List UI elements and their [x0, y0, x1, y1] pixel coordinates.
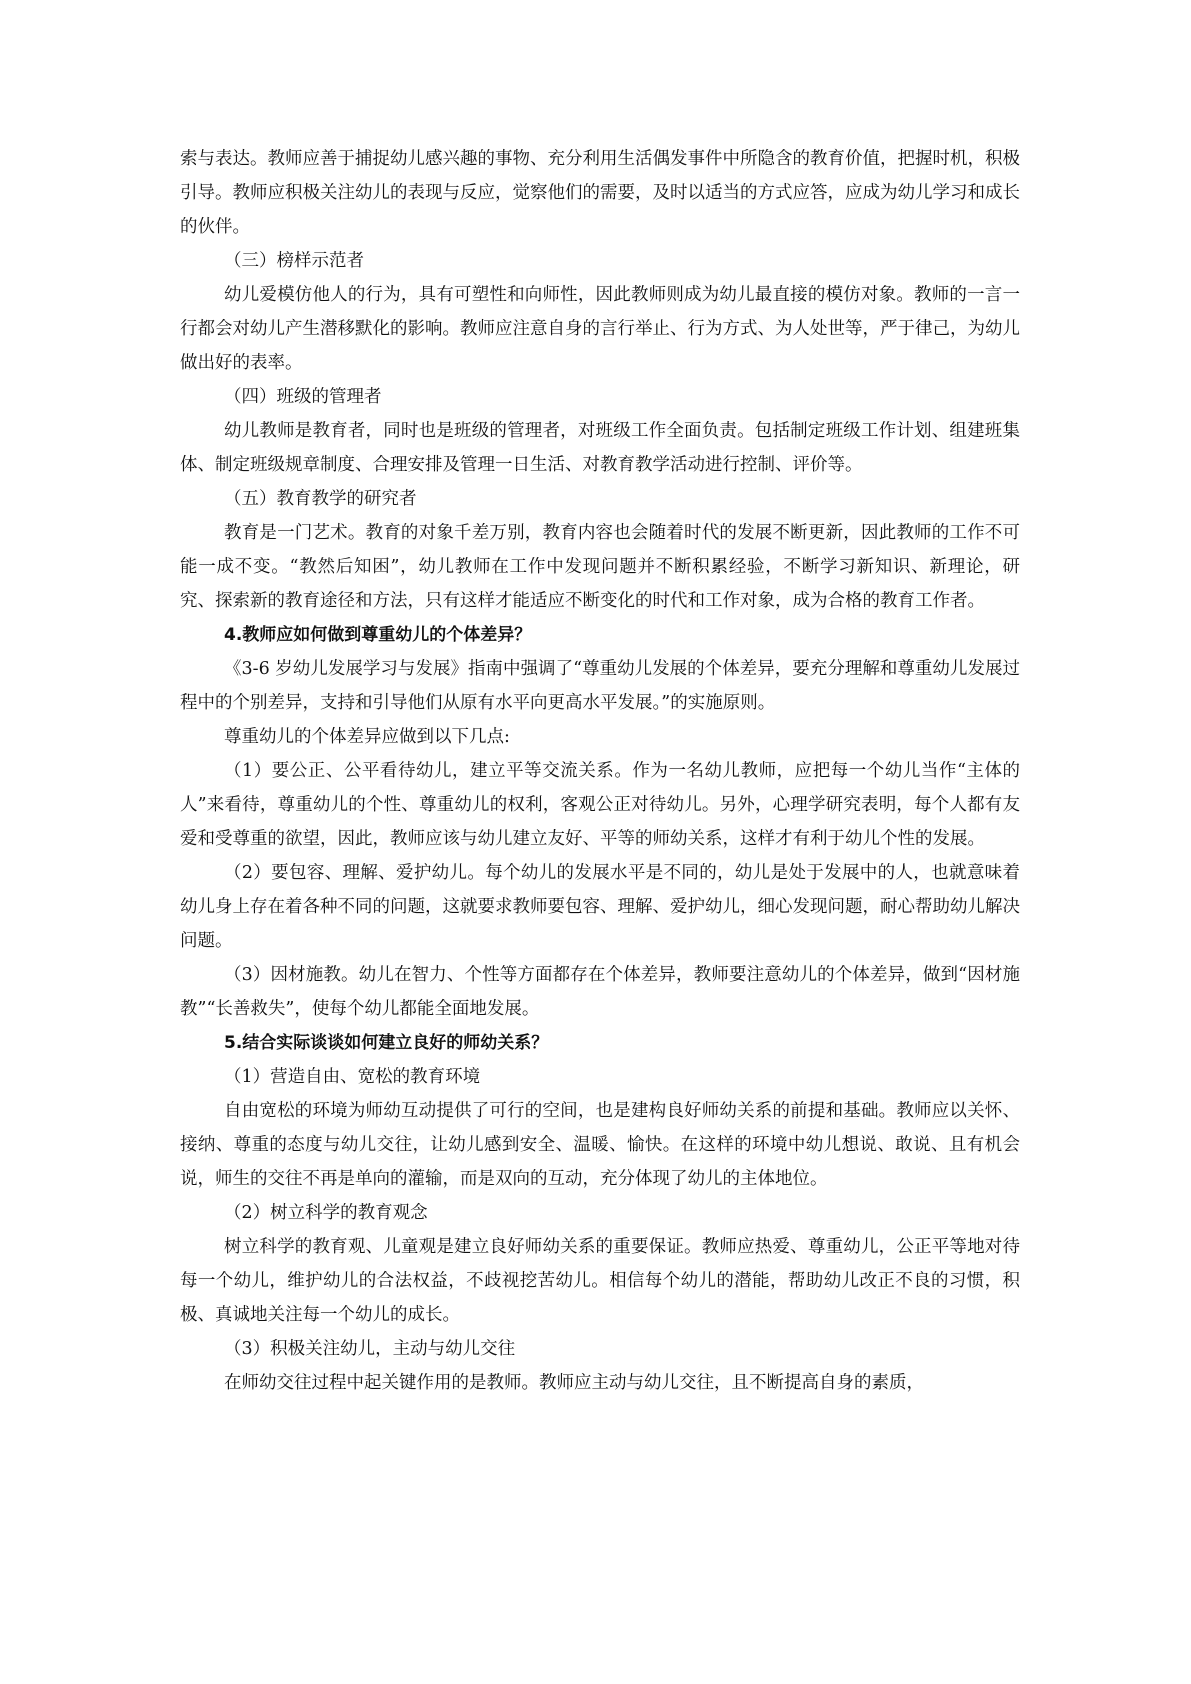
question-heading: 5.结合实际谈谈如何建立良好的师幼关系？	[224, 1033, 549, 1053]
section-heading: （1）营造自由、宽松的教育环境	[224, 1067, 481, 1087]
question-heading: 4.教师应如何做到尊重幼儿的个体差异？	[224, 625, 532, 645]
paragraph: 《3-6 岁幼儿发展学习与发展》指南中强调了“尊重幼儿发展的个体差异，要充分理解和尊重幼儿发展过程中的个别差异，支持和引导他们从原有水平向更高水平发展。”的实施原则。	[180, 659, 1020, 713]
section-heading: （三）榜样示范者	[224, 251, 364, 271]
paragraph: 自由宽松的环境为师幼互动提供了可行的空间，也是建构良好师幼关系的前提和基础。教师应以关怀、接纳、尊重的态度与幼儿交往，让幼儿感到安全、温暖、愉快。在这样的环境中幼儿想说、敢说、且有机会说，师生的交往不再是单向的灌输，而是双向的互动，充分体现了幼儿的主体地位。	[180, 1101, 1020, 1189]
section-heading: （3）积极关注幼儿，主动与幼儿交往	[224, 1339, 516, 1359]
paragraph: 幼儿教师是教育者，同时也是班级的管理者，对班级工作全面负责。包括制定班级工作计划、组建班集体、制定班级规章制度、合理安排及管理一日生活、对教育教学活动进行控制、评价等。	[180, 421, 1020, 475]
paragraph: 幼儿爱模仿他人的行为，具有可塑性和向师性，因此教师则成为幼儿最直接的模仿对象。教师的一言一行都会对幼儿产生潜移默化的影响。教师应注意自身的言行举止、行为方式、为人处世等，严于律己，为幼儿做出好的表率。	[180, 285, 1020, 373]
paragraph: （1）要公正、公平看待幼儿，建立平等交流关系。作为一名幼儿教师，应把每一个幼儿当作“主体的人”来看待，尊重幼儿的个性、尊重幼儿的权利，客观公正对待幼儿。另外，心理学研究表明，每个人都有友爱和受尊重的欲望，因此，教师应该与幼儿建立友好、平等的师幼关系，这样才有利于幼儿个性的发展。	[180, 761, 1020, 849]
paragraph: 索与表达。教师应善于捕捉幼儿感兴趣的事物、充分利用生活偶发事件中所隐含的教育价值，把握时机，积极引导。教师应积极关注幼儿的表现与反应，觉察他们的需要，及时以适当的方式应答，应成为幼儿学习和成长的伙伴。	[180, 149, 1020, 237]
paragraph: 树立科学的教育观、儿童观是建立良好师幼关系的重要保证。教师应热爱、尊重幼儿，公正平等地对待每一个幼儿，维护幼儿的合法权益，不歧视挖苦幼儿。相信每个幼儿的潜能，帮助幼儿改正不良的习惯，积极、真诚地关注每一个幼儿的成长。	[180, 1237, 1020, 1325]
document-page	[180, 142, 1020, 1400]
paragraph: （2）要包容、理解、爱护幼儿。每个幼儿的发展水平是不同的，幼儿是处于发展中的人，也就意味着幼儿身上存在着各种不同的问题，这就要求教师要包容、理解、爱护幼儿，细心发现问题，耐心帮助幼儿解决问题。	[180, 863, 1020, 951]
paragraph: 尊重幼儿的个体差异应做到以下几点:	[224, 727, 510, 747]
paragraph: 教育是一门艺术。教育的对象千差万别，教育内容也会随着时代的发展不断更新，因此教师的工作不可能一成不变。“教然后知困”，幼儿教师在工作中发现问题并不断积累经验，不断学习新知识、新理论，研究、探索新的教育途径和方法，只有这样才能适应不断变化的时代和工作对象，成为合格的教育工作者。	[180, 523, 1020, 611]
section-heading: （四）班级的管理者	[224, 387, 382, 407]
section-heading: （五）教育教学的研究者	[224, 489, 417, 509]
paragraph: 在师幼交往过程中起关键作用的是教师。教师应主动与幼儿交往，且不断提高自身的素质，	[224, 1373, 924, 1393]
paragraph: （3）因材施教。幼儿在智力、个性等方面都存在个体差异，教师要注意幼儿的个体差异，做到“因材施教”“长善救失”，使每个幼儿都能全面地发展。	[180, 965, 1020, 1019]
section-heading: （2）树立科学的教育观念	[224, 1203, 428, 1223]
